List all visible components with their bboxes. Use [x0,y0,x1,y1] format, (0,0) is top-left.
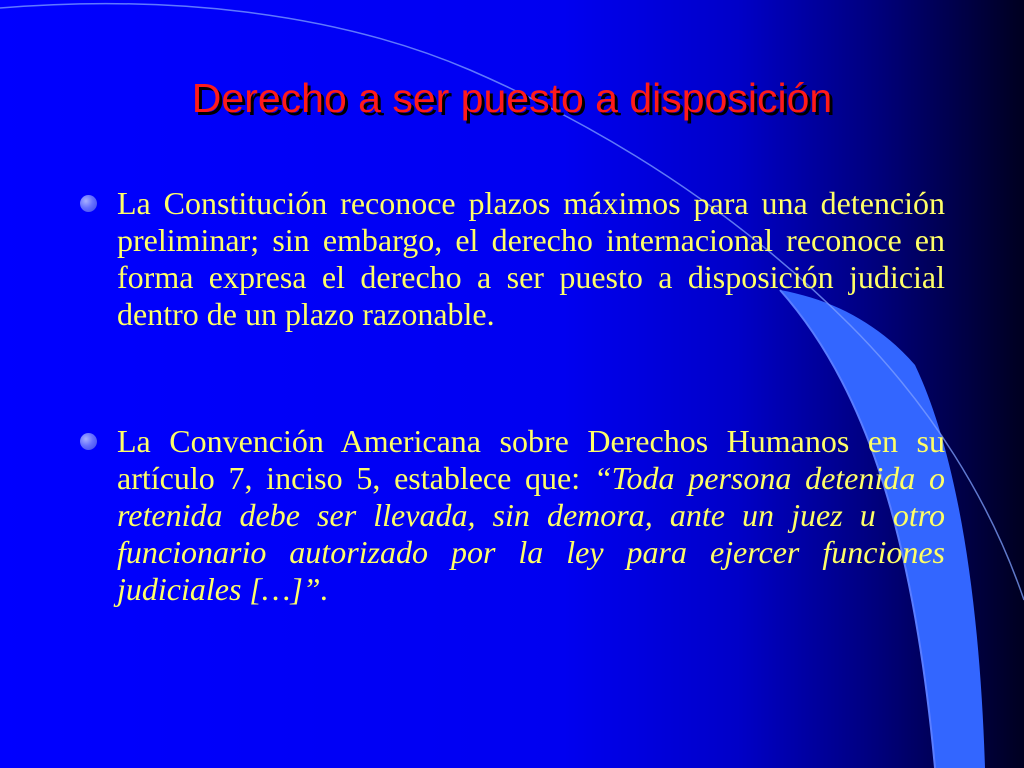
bullet-quote: “Toda persona detenida o retenida debe ser llevada, sin demora, ante un juez u otro funcionario autorizado por la ley para ejercer funciones judiciales […]”. [117,460,946,607]
bullet-text [117,423,945,608]
bullet-item [80,423,945,608]
bullet-text-intro: La Convención Americana sobre Derechos Humanos en su artículo 7, inciso 5, establece que: [117,423,945,496]
bullet-text: La Constitución reconoce plazos máximos para una detención preliminar; sin embargo, el derecho internacional reconoce en forma expresa el derecho a ser puesto a disposición judicial dentro de un plazo razonable. [117,185,945,332]
slide-title: Derecho a ser puesto a disposición [191,75,833,121]
bullet-item [80,185,945,333]
bullet-icon [80,195,97,212]
bullet-icon [80,433,97,450]
